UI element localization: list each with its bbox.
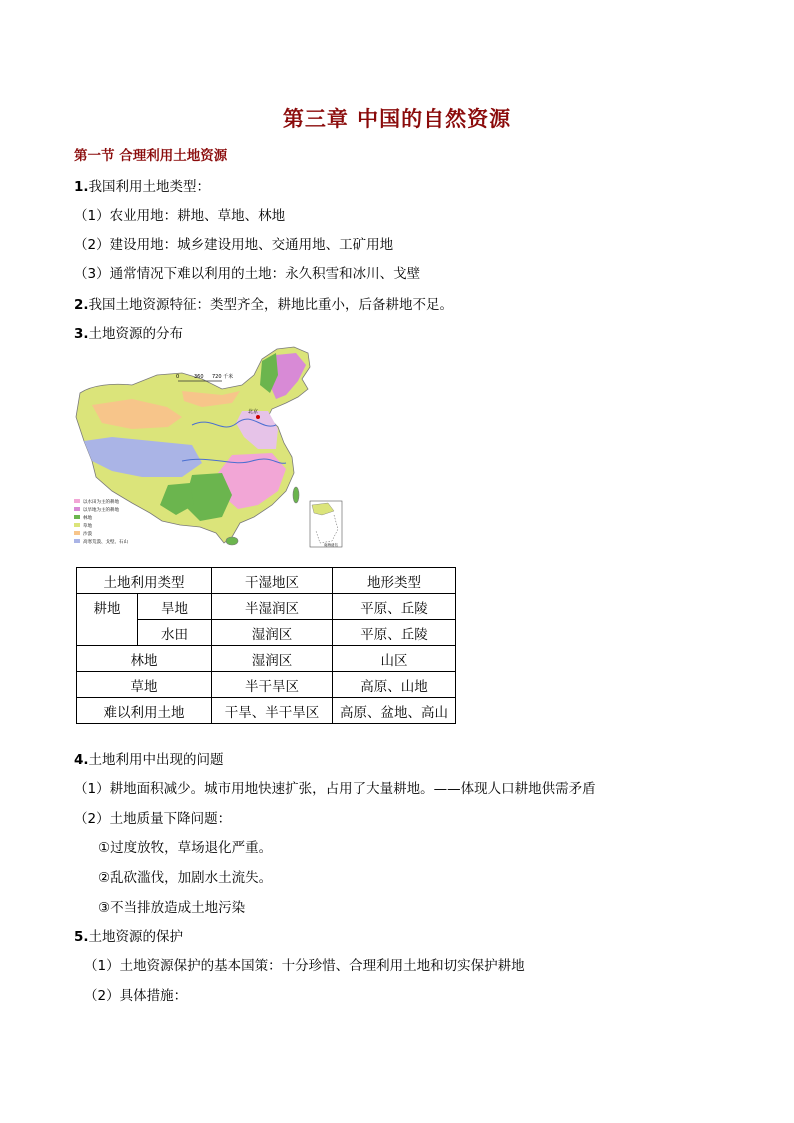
q1-item-3: （3）通常情况下难以利用的土地：永久积雪和冰川、戈壁 [74, 266, 421, 282]
q5-item-1: （1）土地资源保护的基本国策：十分珍惜、合理利用土地和切实保护耕地 [84, 958, 525, 974]
scale-label-720: 720 千米 [212, 374, 234, 380]
scale-label-360: 360 [194, 374, 204, 380]
q3-line [74, 325, 183, 343]
q5-item-2: （2）具体措施： [84, 988, 188, 1004]
legend-swatch-grassland [74, 523, 80, 527]
legend-swatch-paddy [74, 499, 80, 503]
table-row [77, 672, 456, 698]
cell-zone: 干旱、半干旱区 [212, 698, 333, 724]
hainan-island [226, 537, 238, 545]
q5-heading: 土地资源的保护 [88, 929, 184, 945]
table-header-row [77, 568, 456, 594]
q1-number: 1. [74, 179, 89, 195]
cell-terrain: 高原、盆地、高山 [333, 698, 456, 724]
q2-line [74, 296, 453, 314]
cell-terrain: 高原、山地 [333, 672, 456, 698]
cell-subtype: 水田 [138, 620, 212, 646]
table-row [77, 594, 456, 620]
capital-label: 北京 [248, 409, 259, 415]
cell-zone: 半干旱区 [212, 672, 333, 698]
q3-number: 3. [74, 326, 89, 342]
cell-type: 林地 [77, 646, 212, 672]
legend-label-barren: 高寒荒漠、戈壁、石山 [83, 540, 128, 545]
map-legend [74, 498, 128, 545]
q4-sub-2: ②乱砍滥伐，加剧水土流失。 [98, 870, 273, 886]
legend-swatch-dryland [74, 507, 80, 511]
legend-label-forest: 林地 [83, 516, 92, 521]
cell-zone: 半湿润区 [212, 594, 333, 620]
q4-number: 4. [74, 752, 89, 768]
q4-sub-3: ③不当排放造成土地污染 [98, 900, 246, 916]
scale-label-0: 0 [176, 374, 180, 380]
header-moisture-zone: 干湿地区 [212, 568, 333, 594]
cell-terrain: 平原、丘陵 [333, 620, 456, 646]
section-title: 第一节 合理利用土地资源 [74, 148, 228, 164]
q4-item-1: （1）耕地面积减少。城市用地快速扩张，占用了大量耕地。——体现人口耕地供需矛盾 [74, 781, 596, 797]
legend-label-desert: 沙漠 [83, 532, 92, 537]
q1-item-1: （1）农业用地：耕地、草地、林地 [74, 208, 286, 224]
q1-heading-line [74, 178, 210, 196]
legend-label-paddy: 以水田为主的耕地 [83, 500, 119, 505]
q2-number: 2. [74, 297, 89, 313]
cell-subtype: 旱地 [138, 594, 212, 620]
header-terrain: 地形类型 [333, 568, 456, 594]
q3-text: 土地资源的分布 [88, 326, 184, 342]
cell-type: 草地 [77, 672, 212, 698]
inset-label: 南海诸岛 [324, 543, 338, 547]
south-china-sea-inset [310, 501, 342, 547]
q4-heading-line [74, 751, 224, 769]
cell-zone: 湿润区 [212, 620, 333, 646]
map-body [76, 347, 310, 545]
q1-item-2: （2）建设用地：城乡建设用地、交通用地、工矿用地 [74, 237, 394, 253]
q4-heading: 土地利用中出现的问题 [88, 752, 224, 768]
cell-terrain: 平原、丘陵 [333, 594, 456, 620]
capital-marker [256, 415, 260, 419]
legend-swatch-barren [74, 539, 80, 543]
q4-item-2: （2）土地质量下降问题： [74, 811, 232, 827]
cell-type: 难以利用土地 [77, 698, 212, 724]
q4-sub-1: ①过度放牧，草场退化严重。 [98, 840, 273, 856]
legend-label-dryland: 以旱地为主的耕地 [83, 508, 119, 513]
legend-label-grassland: 草地 [83, 524, 92, 529]
taiwan-island [293, 487, 299, 503]
cell-gengdi: 耕地 [77, 594, 138, 646]
header-land-type: 土地利用类型 [77, 568, 212, 594]
table-row [77, 646, 456, 672]
legend-swatch-desert [74, 531, 80, 535]
cell-terrain: 山区 [333, 646, 456, 672]
cell-zone: 湿润区 [212, 646, 333, 672]
land-use-table [76, 567, 456, 724]
chapter-title: 第三章 中国的自然资源 [282, 106, 512, 131]
q2-text: 我国土地资源特征：类型齐全，耕地比重小，后备耕地不足。 [88, 297, 454, 313]
china-land-use-map [72, 345, 352, 555]
q5-heading-line [74, 928, 183, 946]
legend-swatch-forest [74, 515, 80, 519]
q1-heading: 我国利用土地类型： [88, 179, 211, 195]
table-row [77, 698, 456, 724]
q5-number: 5. [74, 929, 89, 945]
